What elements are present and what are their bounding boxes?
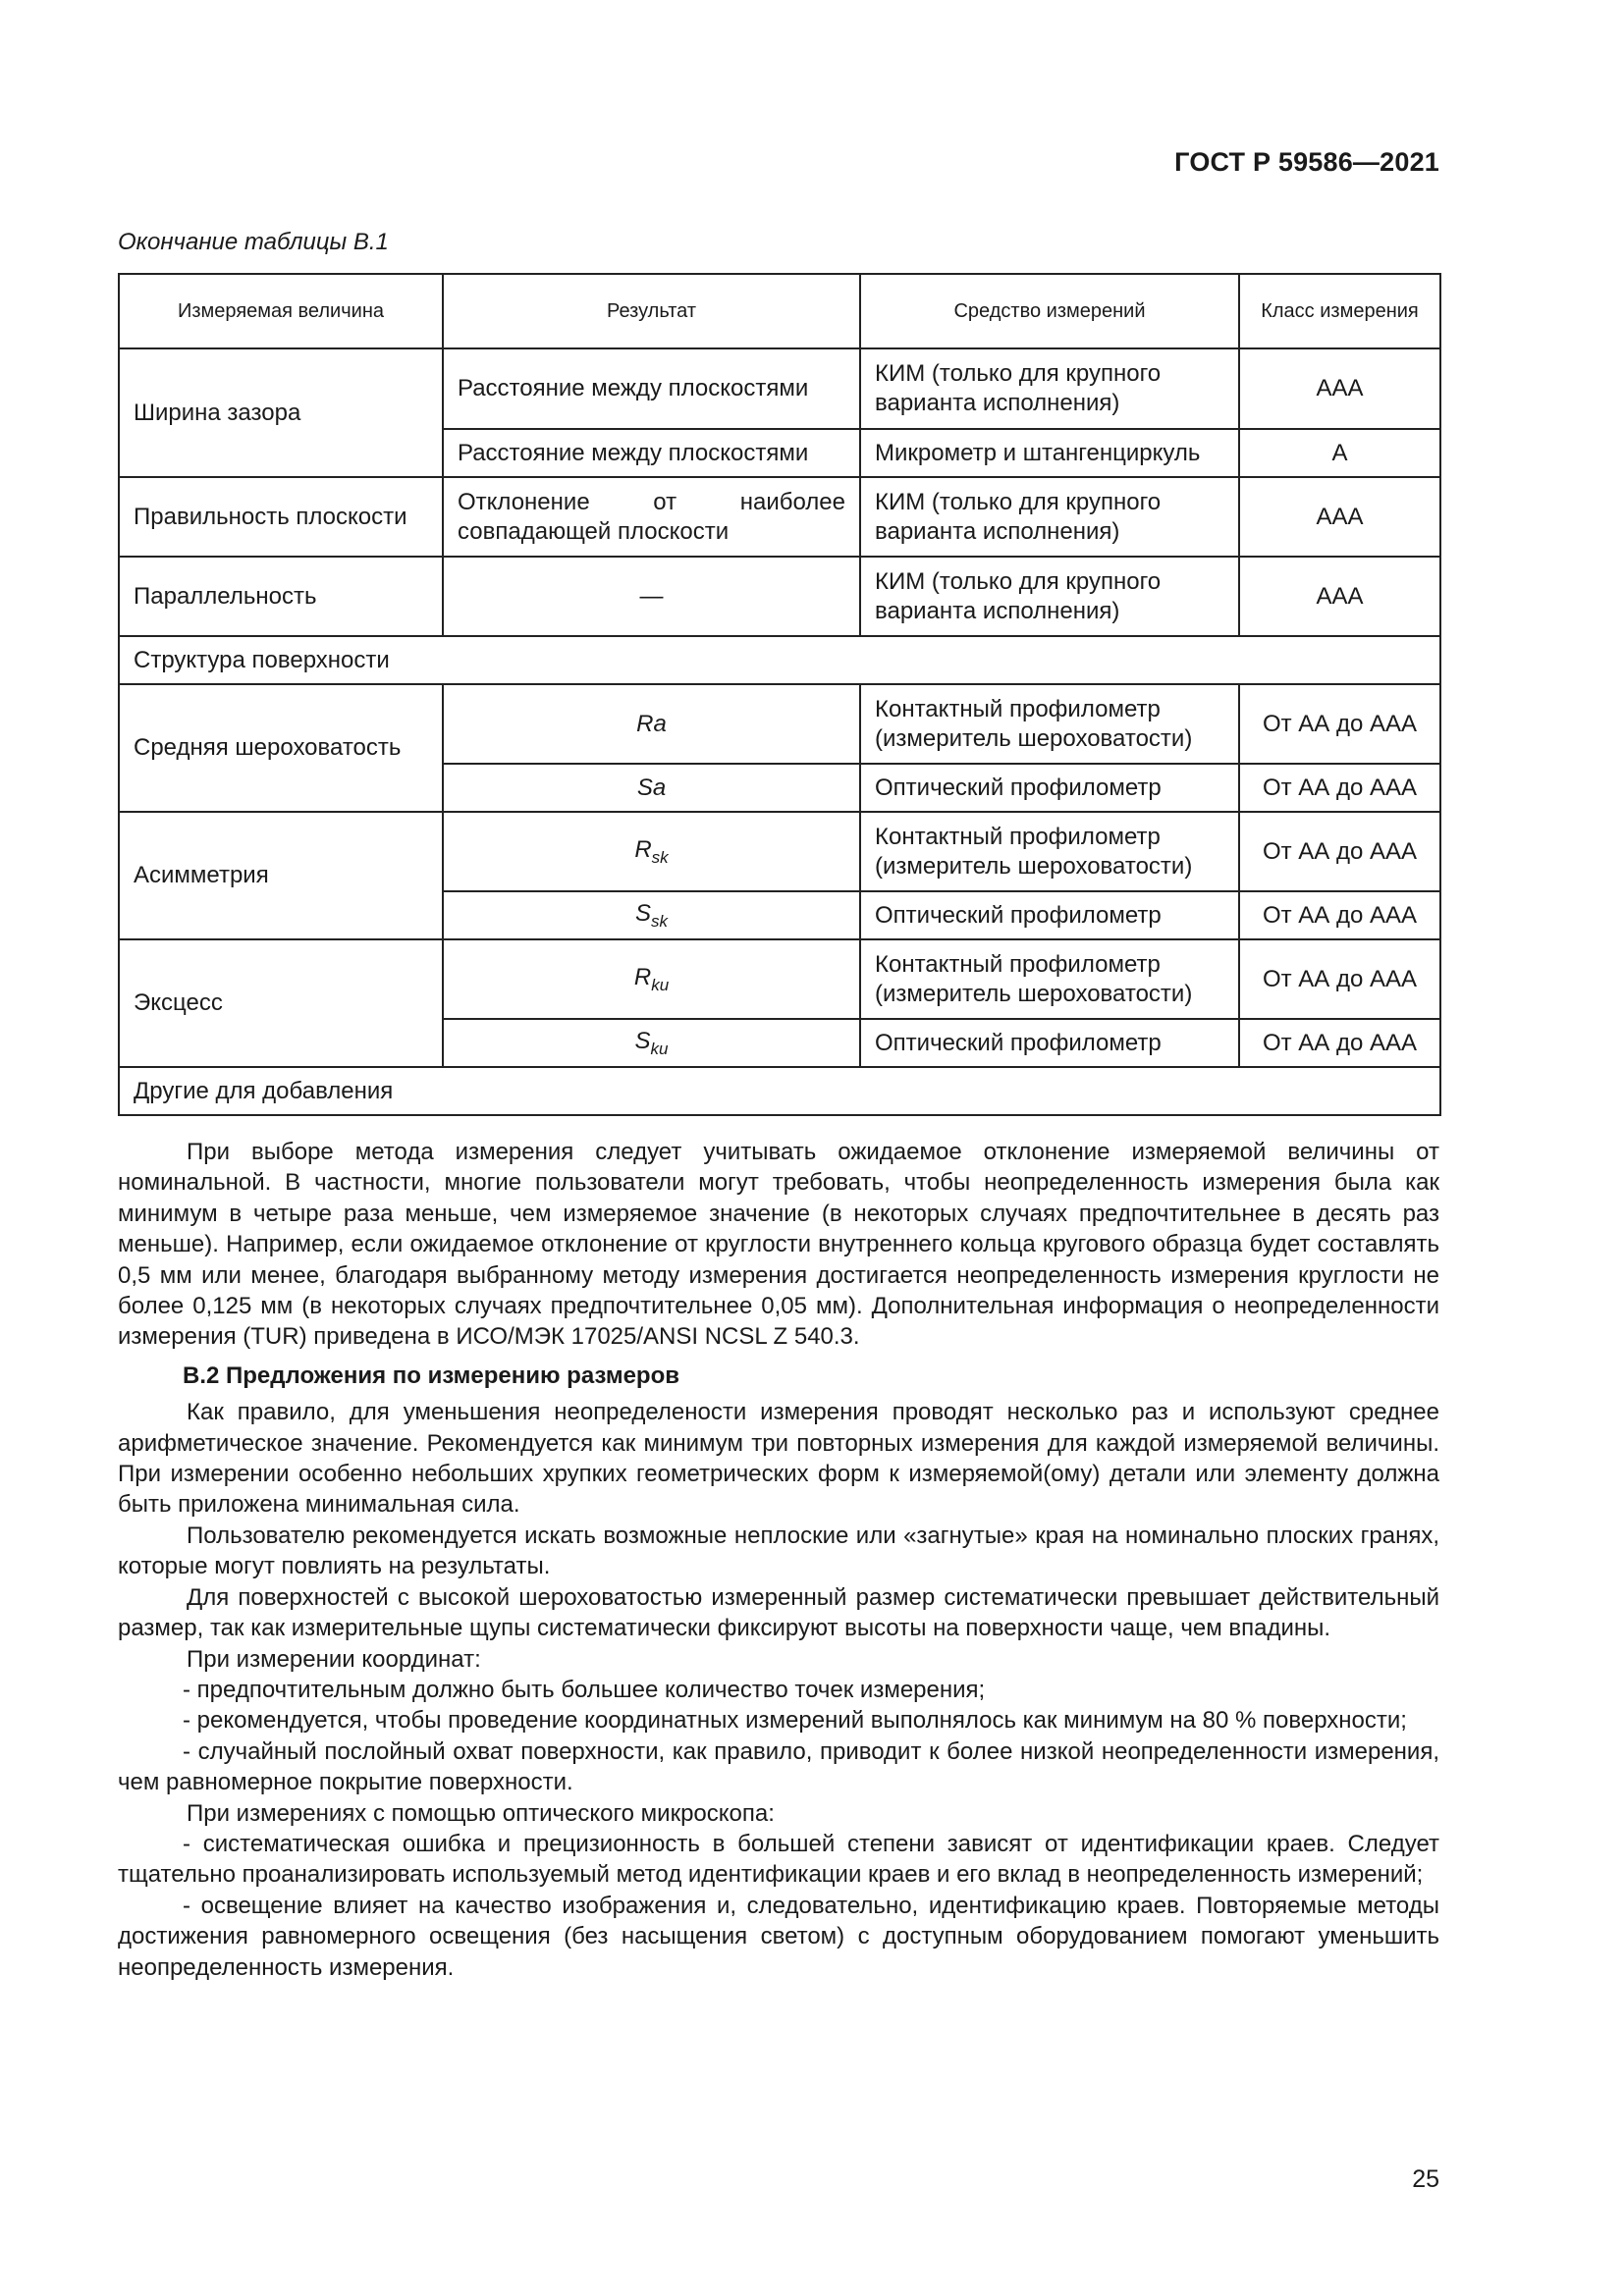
list-item: - освещение влияет на качество изображения и, следовательно, идентификацию краев. Повторяемые методы достижения равномерного освещения (без насыщения светом) с доступным оборудованием помогают уменьшить неопределенность измерения. [118, 1892, 1439, 1981]
class-cell: От АА до ААА [1239, 812, 1440, 891]
table-row [119, 348, 1440, 429]
table-caption: Окончание таблицы В.1 [118, 229, 389, 255]
result-cell [443, 812, 860, 891]
tool-cell: КИМ (только для крупного варианта исполнения) [860, 348, 1239, 429]
table-row [119, 939, 1440, 1019]
list-item: - систематическая ошибка и прецизионность в большей степени зависят от идентификации краев. Следует тщательно проанализировать используемый метод идентификации краев и его вклад в неопределенность измерений; [118, 1830, 1439, 1889]
result-symbol: R [634, 835, 652, 863]
result-cell [443, 891, 860, 939]
quantity-cell: Правильность плоскости [119, 477, 443, 557]
result-subscript: sk [651, 911, 668, 931]
result-cell: Расстояние между плоскостями [443, 348, 860, 429]
tool-cell: КИМ (только для крупного варианта исполнения) [860, 557, 1239, 636]
column-header: Класс измерения [1239, 274, 1440, 348]
result-subscript: ku [650, 1039, 669, 1058]
result-cell [443, 1019, 860, 1067]
paragraph: При измерениях с помощью оптического микроскопа: [187, 1799, 775, 1827]
class-cell: От АА до ААА [1239, 1019, 1440, 1067]
table-row [119, 812, 1440, 891]
class-cell: От АА до ААА [1239, 764, 1440, 812]
body-text [118, 1137, 1439, 1983]
class-cell: От АА до ААА [1239, 891, 1440, 939]
tool-cell: Микрометр и штангенциркуль [860, 429, 1239, 477]
paragraph: Для поверхностей с высокой шероховатостью измеренный размер систематически превышает действительный размер, так как измерительные щупы систематически фиксируют высоты на поверхности чаще, чем впадины. [118, 1583, 1439, 1642]
quantity-cell: Средняя шероховатость [119, 684, 443, 812]
table-section-row [119, 1067, 1440, 1115]
document-standard-number: ГОСТ Р 59586—2021 [1174, 147, 1439, 177]
column-header: Средство измерений [860, 274, 1239, 348]
class-cell: От АА до ААА [1239, 939, 1440, 1019]
result-cell: Расстояние между плоскостями [443, 429, 860, 477]
paragraph: При измерении координат: [187, 1645, 481, 1673]
result-cell: Отклонение от наиболее совпадающей плоскости [443, 477, 860, 557]
page-number: 25 [1412, 2165, 1439, 2193]
class-cell: AAA [1239, 557, 1440, 636]
table-section-row [119, 636, 1440, 684]
tool-cell: Оптический профилометр [860, 1019, 1239, 1067]
result-symbol: R [633, 963, 652, 990]
quantity-cell: Параллельность [119, 557, 443, 636]
result-subscript: sk [651, 847, 669, 867]
column-header: Результат [443, 274, 860, 348]
list-item: - предпочтительным должно быть большее количество точек измерения; [183, 1676, 986, 1703]
list-item: - рекомендуется, чтобы проведение координатных измерений выполнялось как минимум на 80 % поверхности; [183, 1707, 1407, 1735]
tool-cell: Контактный профилометр (измеритель шероховатости) [860, 812, 1239, 891]
column-header: Измеряемая величина [119, 274, 443, 348]
quantity-cell: Ширина зазора [119, 348, 443, 477]
class-cell: AAA [1239, 348, 1440, 429]
tool-cell: Оптический профилометр [860, 764, 1239, 812]
class-cell: От АА до ААА [1239, 684, 1440, 764]
section-cell: Другие для добавления [119, 1067, 1440, 1115]
table-header-row [119, 274, 1440, 348]
tool-cell: КИМ (только для крупного варианта исполнения) [860, 477, 1239, 557]
quantity-cell: Эксцесс [119, 939, 443, 1067]
quantity-cell: Асимметрия [119, 812, 443, 939]
table-row [119, 684, 1440, 764]
tool-cell: Контактный профилометр (измеритель шероховатости) [860, 684, 1239, 764]
table-row [119, 477, 1440, 557]
paragraph: При выборе метода измерения следует учитывать ожидаемое отклонение измеряемой величины от номинальной. В частности, многие пользователи могут требовать, чтобы неопределенность измерения была как минимум в четыре раза меньше, чем измеряемое значение (в некоторых случаях предпочтительнее в десять раз меньше). Например, если ожидаемое отклонение от круглости внутреннего кольца кругового образца будет составлять 0,5 мм или менее, благодаря выбранному методу измерения достигается неопределенность измерения круглости не более 0,125 мм (в некоторых случаях предпочтительнее 0,05 мм). Дополнительная информация о неопределенности измерения (TUR) приведена в ИСО/МЭК 17025/ANSI NCSL Z 540.3. [118, 1139, 1439, 1351]
class-cell: AAA [1239, 477, 1440, 557]
tool-cell: Оптический профилометр [860, 891, 1239, 939]
section-cell: Структура поверхности [119, 636, 1440, 684]
result-cell: — [443, 557, 860, 636]
list-item: - случайный послойный охват поверхности, как правило, приводит к более низкой неопределенности измерения, чем равномерное покрытие поверхности. [118, 1737, 1439, 1796]
result-cell [443, 939, 860, 1019]
paragraph: Как правило, для уменьшения неопределености измерения проводят несколько раз и используют среднее арифметическое значение. Рекомендуется как минимум три повторных измерения для каждой измеряемой величины. При измерении особенно небольших хрупких геометрических форм к измеряемой(ому) детали или элементу должна быть приложена минимальная сила. [118, 1399, 1439, 1519]
result-subscript: ku [651, 975, 670, 994]
table-row [119, 557, 1440, 636]
measurement-table [118, 273, 1441, 1116]
tool-cell: Контактный профилометр (измеритель шероховатости) [860, 939, 1239, 1019]
result-cell: Ra [443, 684, 860, 764]
result-symbol: S [634, 1027, 651, 1054]
class-cell: A [1239, 429, 1440, 477]
result-cell: Sa [443, 764, 860, 812]
result-symbol: S [634, 899, 651, 927]
paragraph: Пользователю рекомендуется искать возможные неплоские или «загнутые» края на номинально плоских гранях, которые могут повлиять на результаты. [118, 1522, 1439, 1580]
section-heading: В.2 Предложения по измерению размеров [183, 1362, 679, 1389]
